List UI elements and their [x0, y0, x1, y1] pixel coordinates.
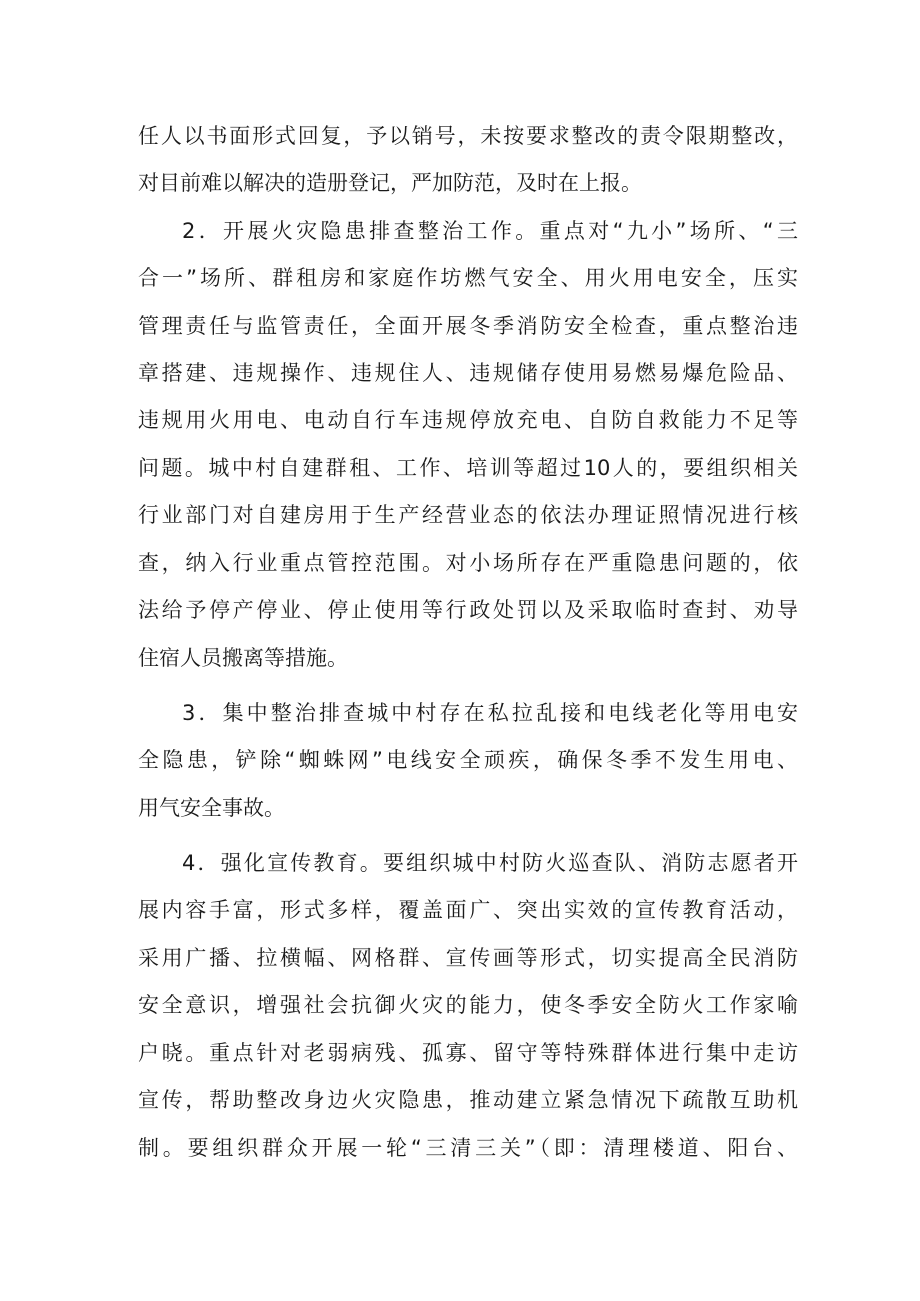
text-line-15: 用气安全事故。 — [138, 796, 285, 820]
text-line-12: 住宿人员搬离等措施。 — [138, 646, 348, 670]
text-line-13: 3．集中整治排查城中村存在私拉乱接和电线老化等用电安 — [182, 701, 798, 725]
text-line-8: 问题。城中村自建群租、工作、培训等超过10人的，要组织相关 — [138, 456, 798, 480]
text-line-3: 2．开展火灾隐患排查整治工作。重点对“九小”场所、“三 — [182, 219, 798, 243]
text-line-6: 章搭建、违规操作、违规住人、违规储存使用易燃易爆危险品、 — [138, 361, 798, 385]
text-line-22: 制。要组织群众开展一轮“三清三关”（即：清理楼道、阳台、 — [138, 1136, 798, 1160]
text-line-17: 展内容手富，形式多样，覆盖面广、突出实效的宣传教育活动， — [138, 898, 798, 922]
text-line-10: 查，纳入行业重点管控范围。对小场所存在严重隐患问题的，依 — [138, 551, 798, 575]
text-line-18: 采用广播、拉横幅、网格群、宣传画等形式，切实提高全民消防 — [138, 946, 798, 970]
text-line-1: 任人以书面形式回复，予以销号，未按要求整改的责令限期整改， — [138, 124, 798, 148]
text-line-19: 安全意识，增强社会抗御火灾的能力，使冬季安全防火工作家喻 — [138, 993, 798, 1017]
text-line-2: 对目前难以解决的造册登记，严加防范，及时在上报。 — [138, 171, 642, 195]
text-line-4: 合一”场所、群租房和家庭作坊燃气安全、用火用电安全，压实 — [138, 266, 798, 290]
text-line-14: 全隐患，铲除“蜘蛛网”电线安全顽疾，确保冬季不发生用电、 — [138, 748, 798, 772]
text-line-11: 法给予停产停业、停止使用等行政处罚以及采取临时查封、劝导 — [138, 598, 798, 622]
text-line-16: 4．强化宣传教育。要组织城中村防火巡查队、消防志愿者开 — [182, 851, 798, 875]
text-line-9: 行业部门对自建房用于生产经营业态的依法办理证照情况进行核 — [138, 503, 798, 527]
text-line-20: 户晓。重点针对老弱病残、孤寡、留守等特殊群体进行集中走访 — [138, 1041, 798, 1065]
text-line-7: 违规用火用电、电动自行车违规停放充电、自防自救能力不足等 — [138, 408, 798, 432]
text-line-5: 管理责任与监管责任，全面开展冬季消防安全检查，重点整治违 — [138, 314, 798, 338]
text-line-21: 宣传，帮助整改身边火灾隐患，推动建立紧急情况下疏散互助机 — [138, 1088, 798, 1112]
